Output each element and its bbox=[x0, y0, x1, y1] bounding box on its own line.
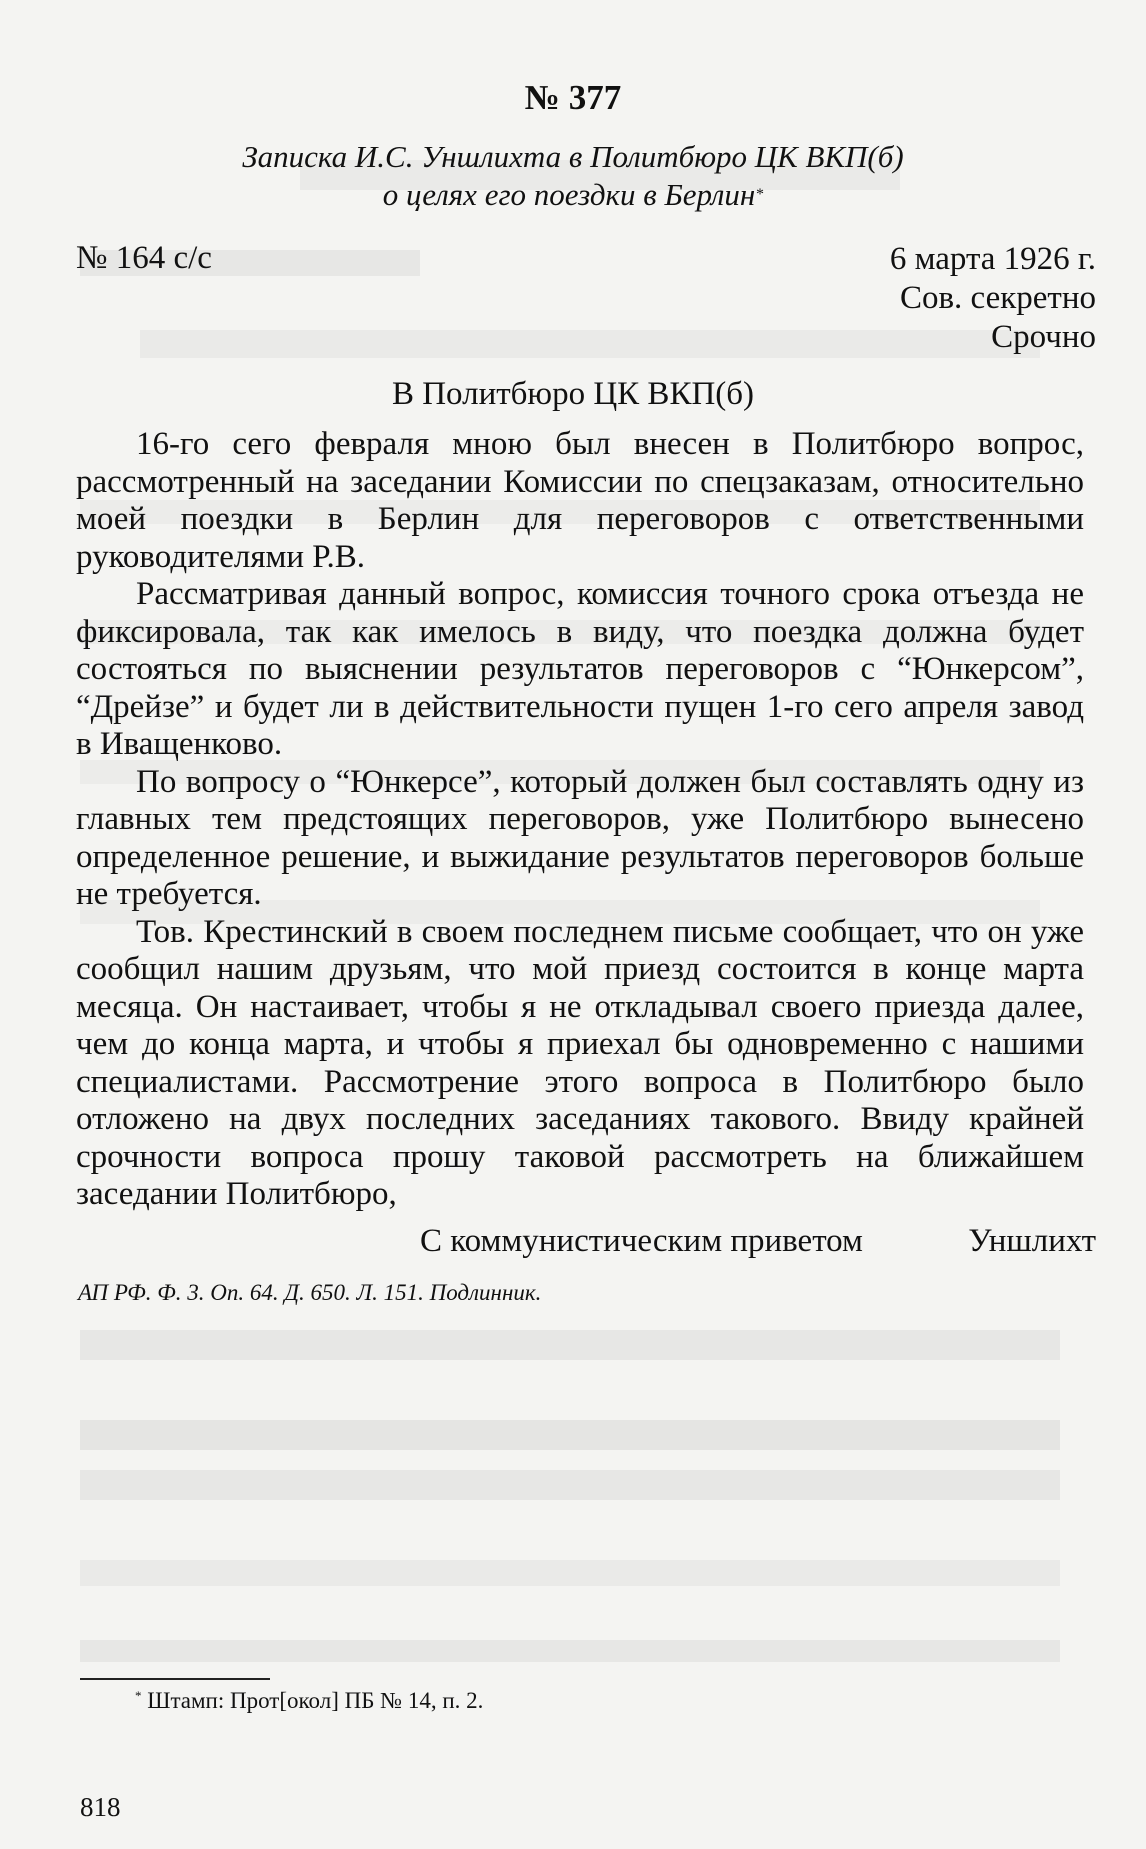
document-date: 6 марта 1926 г. bbox=[889, 241, 1096, 277]
document-metadata bbox=[890, 240, 1096, 357]
page-number: 818 bbox=[80, 1792, 121, 1822]
registration-number: № 164 с/с bbox=[76, 240, 212, 276]
title-line-2-text: о целях его поездки в Берлин bbox=[382, 177, 756, 212]
body-paragraph: По вопросу о “Юнкерсе”, который должен был составлять одну из главных тем предстоящих переговоров, уже Политбюро вынесено определенное решение, и выжидание результатов переговоров больше не требуется. bbox=[76, 763, 1084, 912]
addressee: В Политбюро ЦК ВКП(б) bbox=[391, 376, 755, 412]
title-line-1: Записка И.С. Уншлихта в Политбюро ЦК ВКП(б) bbox=[242, 139, 904, 174]
archive-reference: АП РФ. Ф. 3. Оп. 64. Д. 650. Л. 151. Подлинник. bbox=[78, 1280, 542, 1305]
body-paragraph: 16-го сего февраля мною был внесен в Политбюро вопрос, рассмотренный на заседании Комиссии по спецзаказам, относительно моей поездки в Берлин для переговоров с ответственными руководителями Р.В. bbox=[76, 426, 1084, 575]
title-footnote-mark: * bbox=[755, 186, 764, 203]
body-paragraph: Рассматривая данный вопрос, комиссия точного срока отъезда не фиксировала, так как имелось в виду, что поездка должна будет состояться по выяснении результатов переговоров с “Юнкерсом”, “Дрейзе” и будет ли в действительности пущен 1-го сего апреля завод в Иващенково. bbox=[76, 576, 1084, 762]
body-paragraph: Тов. Крестинский в своем последнем письме сообщает, что он уже сообщил нашим друзьям, что мой приезд состоится в конце марта месяца. Он настаивает, чтобы я не откладывал своего приезда далее, чем до конца марта, и чтобы я приехал бы одновременно с нашими специалистами. Рассмотрение этого вопроса в Политбюро было отложено на двух последних заседаниях такового. Ввиду крайней срочности вопроса прошу таковой рассмотреть на ближайшем заседании Политбюро, bbox=[76, 913, 1084, 1212]
reverse-page-show-through: ​ bbox=[0, 0, 1146, 1849]
document-title bbox=[0, 138, 1146, 214]
signature: Уншлихт bbox=[968, 1223, 1096, 1259]
footnote bbox=[135, 1688, 483, 1714]
closing-greeting: С коммунистическим приветом bbox=[420, 1223, 863, 1259]
title-line-2 bbox=[0, 176, 1146, 214]
classification-label: Сов. секретно bbox=[899, 280, 1096, 316]
document-number: № 377 bbox=[524, 78, 622, 117]
footnote-divider bbox=[80, 1678, 270, 1680]
urgency-label: Срочно bbox=[991, 319, 1096, 355]
footnote-mark: * bbox=[135, 1688, 142, 1703]
footnote-text: Штамп: Прот[окол] ПБ № 14, п. 2. bbox=[147, 1688, 484, 1713]
document-body bbox=[76, 426, 1084, 1214]
